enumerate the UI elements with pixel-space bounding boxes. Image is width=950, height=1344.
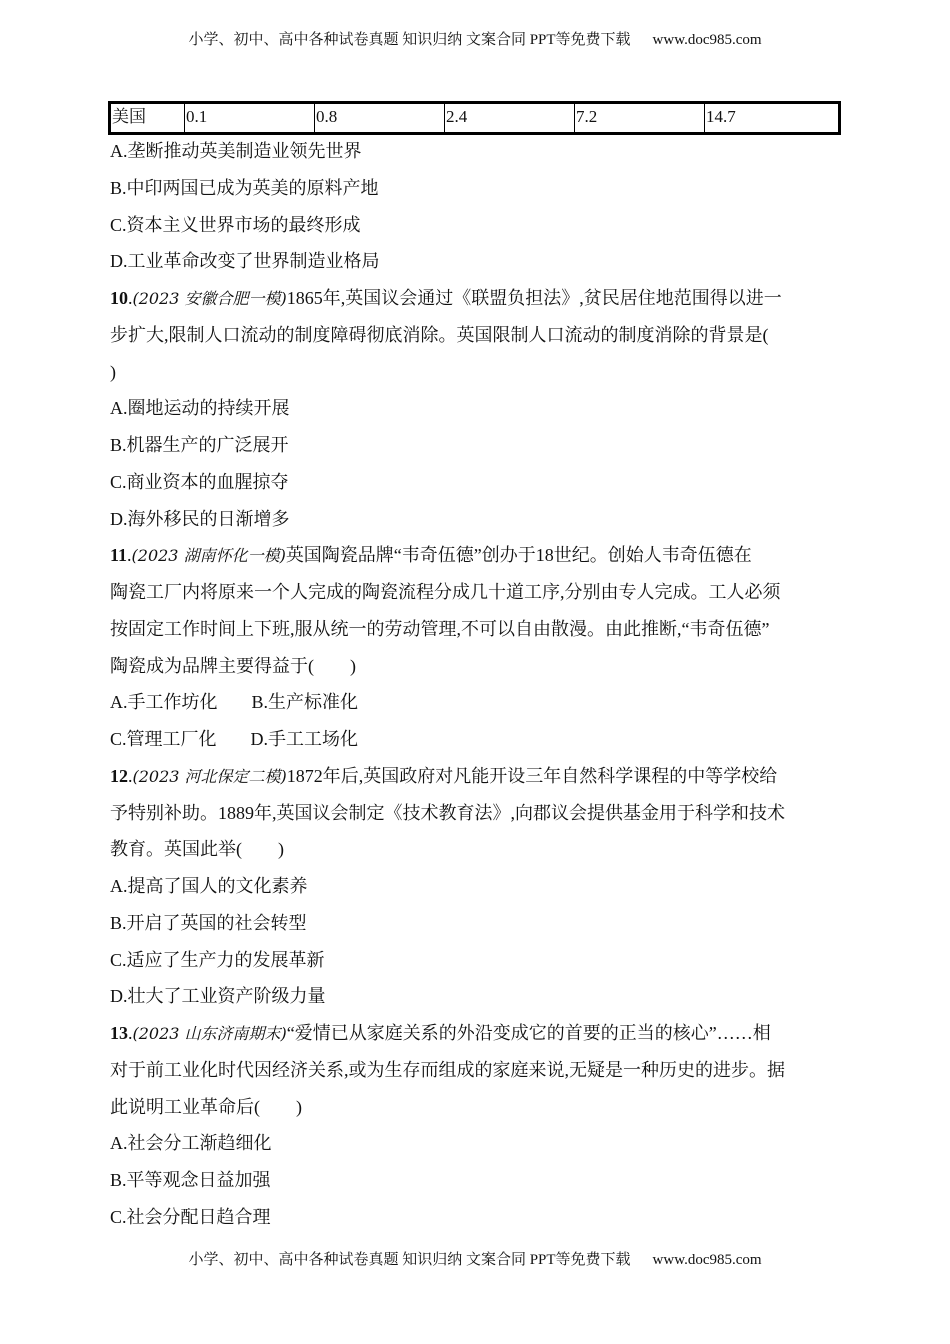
option-b: B.中印两国已成为英美的原料产地 [110, 177, 379, 198]
option-b: B.机器生产的广泛展开 [110, 435, 289, 455]
page-header [0, 28, 950, 49]
table-cell: 0.1 [185, 103, 315, 134]
question-number: 13 [110, 1023, 128, 1043]
header-url[interactable]: www.doc985.com [652, 32, 762, 48]
option-c: C.资本主义世界市场的最终形成 [110, 214, 361, 235]
option-b: B.开启了英国的社会转型 [110, 912, 307, 933]
option-a: A.圈地运动的持续开展 [110, 398, 290, 419]
option-c: C.社会分配日趋合理 [110, 1206, 271, 1227]
table-cell: 14.7 [705, 103, 840, 134]
option-c: C.管理工厂化 [110, 729, 217, 749]
question-12: 12.(2023 河北保定二模)1872年后,英国政府对凡能开设三年自然科学课程的中等学校给 [110, 765, 778, 786]
question-number: 12 [110, 765, 128, 786]
question-source: (2023 山东济南期末) [132, 1024, 287, 1043]
header-text: 小学、初中、高中各种试卷真题 知识归纳 文案合同 PPT等免费下载 [188, 32, 631, 48]
option-c: C.适应了生产力的发展革新 [110, 949, 325, 970]
question-source: (2023 安徽合肥一模) [132, 289, 287, 308]
question-13: 13.(2023 山东济南期末)“爱情已从家庭关系的外沿变成它的首要的正当的核心”……相 [110, 1023, 771, 1043]
question-text: 按固定工作时间上下班,服从统一的劳动管理,不可以自由散漫。由此推断,“韦奇伍德” [110, 618, 770, 639]
question-text: 予特别补助。1889年,英国议会制定《技术教育法》,向郡议会提供基金用于科学和技术 [110, 802, 785, 823]
footer-text: 小学、初中、高中各种试卷真题 知识归纳 文案合同 PPT等免费下载 [188, 1252, 631, 1268]
question-text: 1872年后,英国政府对凡能开设三年自然科学课程的中等学校给 [286, 765, 778, 786]
table-cell: 2.4 [445, 103, 575, 134]
question-number: 10 [110, 288, 128, 308]
question-text: 陶瓷工厂内将原来一个人完成的陶瓷流程分成几十道工序,分别由专人完成。工人必须 [110, 582, 781, 602]
table-row [110, 103, 840, 134]
option-b: B.生产标准化 [251, 692, 359, 713]
question-text: 对于前工业化时代因经济关系,或为生存而组成的家庭来说,无疑是一种历史的进步。据 [110, 1059, 785, 1080]
table-cell: 0.8 [315, 103, 445, 134]
option-a: A.提高了国人的文化素养 [110, 876, 308, 896]
question-source: (2023 湖南怀化一模) [131, 546, 286, 566]
table-cell: 美国 [110, 103, 185, 134]
option-row [110, 684, 845, 721]
question-text: 陶瓷成为品牌主要得益于( ) [110, 655, 356, 676]
option-c: C.商业资本的血腥掠夺 [110, 471, 289, 492]
data-table [108, 101, 841, 135]
question-text: 英国陶瓷品牌“韦奇伍德”创办于18世纪。创始人韦奇伍德在 [285, 545, 752, 566]
question-text: 此说明工业革命后( ) [110, 1096, 302, 1117]
question-11: 11.(2023 湖南怀化一模)英国陶瓷品牌“韦奇伍德”创办于18世纪。创始人韦奇伍德在 [110, 545, 752, 566]
question-text: 步扩大,限制人口流动的制度障碍彻底消除。英国限制人口流动的制度消除的背景是( [110, 324, 769, 345]
question-text: “爱情已从家庭关系的外沿变成它的首要的正当的核心”……相 [286, 1023, 771, 1043]
option-d: D.工业革命改变了世界制造业格局 [110, 251, 380, 272]
table-cell: 7.2 [575, 103, 705, 134]
option-row [110, 721, 845, 758]
footer-url[interactable]: www.doc985.com [652, 1252, 762, 1268]
question-text: 1865年,英国议会通过《联盟负担法》,贫民居住地范围得以进一 [286, 288, 782, 308]
page-footer [0, 1248, 950, 1269]
option-a: A.垄断推动英美制造业领先世界 [110, 141, 362, 161]
question-10: 10.(2023 安徽合肥一模)1865年,英国议会通过《联盟负担法》,贫民居住地范围得以进一 [110, 288, 782, 308]
option-b: B.平等观念日益加强 [110, 1170, 271, 1190]
question-text: ) [110, 361, 116, 382]
option-a: A.社会分工渐趋细化 [110, 1133, 272, 1154]
question-source: (2023 河北保定二模) [132, 766, 287, 786]
question-number: 11 [110, 545, 128, 566]
question-text: 教育。英国此举( ) [110, 839, 284, 860]
option-d: D.壮大了工业资产阶级力量 [110, 986, 326, 1007]
question-body [110, 133, 845, 1236]
option-a: A.手工作坊化 [110, 692, 218, 713]
option-d: D.手工工场化 [250, 729, 359, 749]
option-d: D.海外移民的日渐增多 [110, 508, 290, 529]
